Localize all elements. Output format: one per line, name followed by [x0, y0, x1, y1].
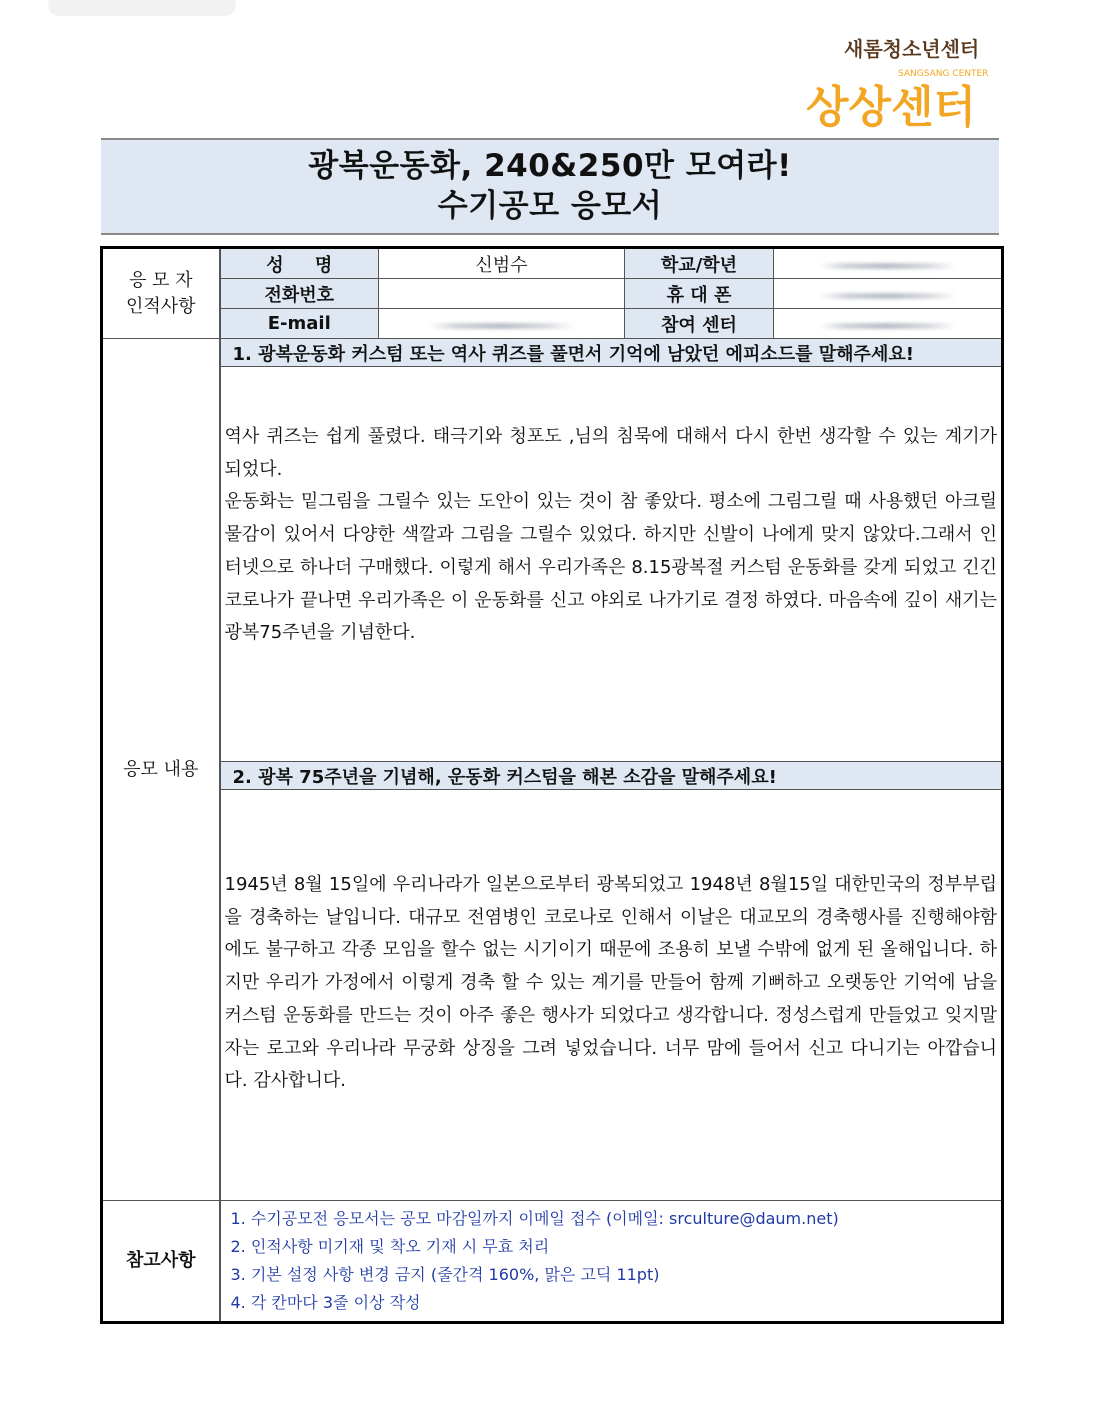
note-item: 1. 수기공모전 응모서는 공모 마감일까지 이메일 접수 (이메일: srculture@daum.net) — [230, 1209, 839, 1228]
answer2-field[interactable] — [220, 790, 1003, 1201]
notes-list-cell — [220, 1201, 1003, 1323]
question2-text: 2. 광복 75주년을 기념해, 운동화 커스텀을 해본 소감을 말해주세요! — [220, 762, 1003, 790]
logo-sub-text: SANGSANG CENTER — [898, 69, 989, 79]
content-section-label: 응모 내용 — [102, 339, 220, 1201]
sangsang-center-logo — [800, 34, 1000, 130]
form-title-line2: 수기공모 응모서 — [437, 188, 663, 224]
mobile-field[interactable] — [774, 279, 1003, 309]
applicant-row-name — [102, 248, 1003, 279]
phone-field[interactable] — [379, 279, 625, 309]
answer1-field[interactable] — [220, 367, 1003, 762]
redacted-value — [819, 293, 955, 299]
notes-row — [102, 1201, 1003, 1323]
application-form-table — [100, 246, 1004, 1324]
answer1-row — [102, 367, 1003, 762]
notes-list — [231, 1205, 1002, 1317]
form-title-box — [101, 138, 999, 235]
note-item: 2. 인적사항 미기재 및 착오 기재 시 무효 처리 — [230, 1237, 550, 1256]
name-field[interactable]: 신범수 — [379, 248, 625, 279]
center-field[interactable] — [774, 309, 1003, 339]
applicant-section-label-line1: 응 모 자 — [128, 269, 193, 291]
email-label: E-mail — [220, 309, 379, 339]
redacted-value — [819, 323, 955, 329]
applicant-row-email — [102, 309, 1003, 339]
redacted-value — [428, 323, 575, 329]
form-title-line1: 광복운동화, 240&250만 모여라! — [308, 148, 792, 184]
applicant-section-label-line2: 인적사항 — [125, 295, 196, 317]
answer2-row — [102, 790, 1003, 1201]
center-label: 참여 센터 — [625, 309, 774, 339]
answer1-paragraph: 역사 퀴즈는 쉽게 풀렸다. 태극기와 청포도 ,님의 침묵에 대해서 다시 한번 생각할 수 있는 계기가 되었다. — [224, 426, 997, 480]
logo-main-text: 상상센터 — [806, 82, 977, 130]
phone-label: 전화번호 — [220, 279, 379, 309]
question1-row — [102, 339, 1003, 367]
school-grade-label: 학교/학년 — [625, 248, 774, 279]
mobile-label: 휴 대 폰 — [625, 279, 774, 309]
top-bar-fragment — [48, 0, 236, 16]
email-field[interactable] — [379, 309, 625, 339]
note-item: 4. 각 칸마다 3줄 이상 작성 — [230, 1293, 421, 1312]
logo-top-text: 새롬청소년센터 — [844, 37, 980, 61]
applicant-row-phone — [102, 279, 1003, 309]
notes-section-label: 참고사항 — [102, 1201, 220, 1323]
redacted-value — [819, 263, 955, 269]
answer1-paragraph: 운동화는 밑그림을 그릴수 있는 도안이 있는 것이 참 좋았다. 평소에 그림그릴 때 사용했던 아크릴 물감이 있어서 다양한 색깔과 그림을 그릴수 있었다. 하지만 신발이 나에게 맞지 않았다.그래서 인터넷으로 하나더 구매했다. 이렇게 해서 우리가족은 8.15광복절 커스텀 운동화를 갖게 되었고 긴긴 코로나가 끝나면 우리가족은 이 운동화를 신고 야외로 나가기로 결정 하였다. 마음속에 깊이 새기는 광복75주년을 기념한다. — [224, 491, 997, 644]
note-item: 3. 기본 설정 사항 변경 금지 (줄간격 160%, 맑은 고딕 11pt) — [230, 1265, 660, 1284]
question2-row — [102, 762, 1003, 790]
answer2-paragraph: 1945년 8월 15일에 우리나라가 일본으로부터 광복되었고 1948년 8월15일 대한민국의 정부부립을 경축하는 날입니다. 대규모 전염병인 코로나로 인해서 이날은 대교모의 경축행사를 진행해야함에도 불구하고 각종 모임을 할수 없는 시기이기 때문에 조용히 보낼 수밖에 없게 된 올해입니다. 하지만 우리가 가정에서 이렇게 경축 할 수 있는 계기를 만들어 함께 기뻐하고 오랫동안 기억에 남을 커스텀 운동화를 만드는 것이 아주 좋은 행사가 되었다고 생각합니다. 정성스럽게 만들었고 잊지말자는 로고와 우리나라 무궁화 상징을 그려 넣었습니다. 너무 맘에 들어서 신고 다니기는 아깝습니다. 감사합니다. — [224, 874, 997, 1092]
question1-text: 1. 광복운동화 커스텀 또는 역사 퀴즈를 풀면서 기억에 남았던 에피소드를 말해주세요! — [220, 339, 1003, 367]
school-grade-field[interactable] — [774, 248, 1003, 279]
name-label: 성 명 — [220, 248, 379, 279]
applicant-section-label — [102, 248, 220, 339]
logo-graphic — [800, 34, 1000, 130]
